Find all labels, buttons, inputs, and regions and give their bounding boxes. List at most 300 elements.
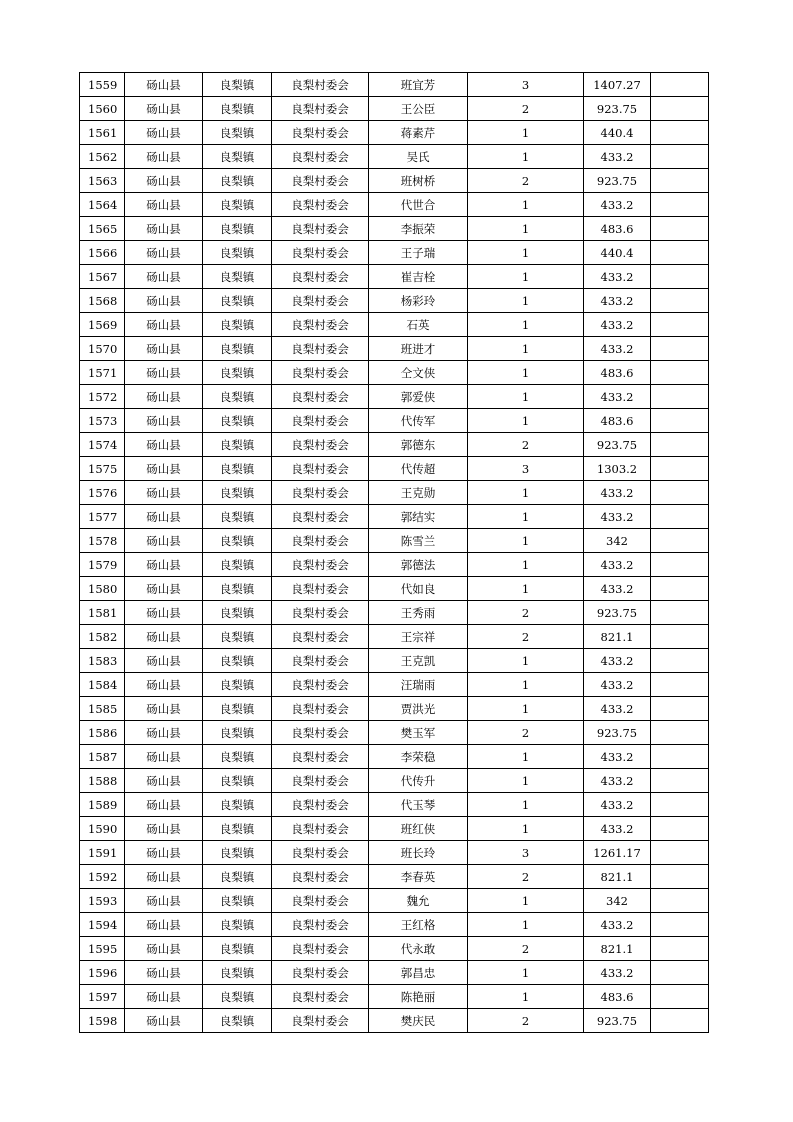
village-cell: 良梨村委会: [272, 889, 369, 913]
row-id-cell: 1580: [80, 577, 125, 601]
table-row: [80, 937, 709, 961]
note-cell: [651, 241, 709, 265]
town-cell: 良梨镇: [203, 193, 272, 217]
household-count-cell: 2: [468, 721, 584, 745]
county-cell: 砀山县: [125, 457, 203, 481]
county-cell: 砀山县: [125, 433, 203, 457]
table-row: [80, 385, 709, 409]
town-cell: 良梨镇: [203, 937, 272, 961]
village-cell: 良梨村委会: [272, 937, 369, 961]
row-id-cell: 1581: [80, 601, 125, 625]
note-cell: [651, 265, 709, 289]
town-cell: 良梨镇: [203, 97, 272, 121]
county-cell: 砀山县: [125, 265, 203, 289]
amount-cell: 433.2: [584, 913, 651, 937]
note-cell: [651, 193, 709, 217]
amount-cell: 923.75: [584, 169, 651, 193]
household-count-cell: 2: [468, 433, 584, 457]
household-count-cell: 1: [468, 481, 584, 505]
town-cell: 良梨镇: [203, 457, 272, 481]
table-row: [80, 505, 709, 529]
village-cell: 良梨村委会: [272, 433, 369, 457]
county-cell: 砀山县: [125, 961, 203, 985]
town-cell: 良梨镇: [203, 577, 272, 601]
amount-cell: 821.1: [584, 625, 651, 649]
town-cell: 良梨镇: [203, 745, 272, 769]
village-cell: 良梨村委会: [272, 793, 369, 817]
household-count-cell: 1: [468, 817, 584, 841]
amount-cell: 923.75: [584, 97, 651, 121]
village-cell: 良梨村委会: [272, 481, 369, 505]
county-cell: 砀山县: [125, 601, 203, 625]
row-id-cell: 1588: [80, 769, 125, 793]
village-cell: 良梨村委会: [272, 601, 369, 625]
household-count-cell: 1: [468, 889, 584, 913]
name-cell: 杨彩玲: [369, 289, 468, 313]
village-cell: 良梨村委会: [272, 217, 369, 241]
county-cell: 砀山县: [125, 937, 203, 961]
name-cell: 代世合: [369, 193, 468, 217]
note-cell: [651, 625, 709, 649]
household-count-cell: 1: [468, 913, 584, 937]
county-cell: 砀山县: [125, 505, 203, 529]
roster-table: [79, 72, 709, 1033]
village-cell: 良梨村委会: [272, 817, 369, 841]
name-cell: 郭结实: [369, 505, 468, 529]
name-cell: 贾洪光: [369, 697, 468, 721]
name-cell: 王秀雨: [369, 601, 468, 625]
row-id-cell: 1587: [80, 745, 125, 769]
household-count-cell: 1: [468, 145, 584, 169]
town-cell: 良梨镇: [203, 361, 272, 385]
note-cell: [651, 289, 709, 313]
amount-cell: 433.2: [584, 553, 651, 577]
household-count-cell: 1: [468, 337, 584, 361]
note-cell: [651, 649, 709, 673]
county-cell: 砀山县: [125, 529, 203, 553]
name-cell: 魏允: [369, 889, 468, 913]
note-cell: [651, 889, 709, 913]
village-cell: 良梨村委会: [272, 649, 369, 673]
village-cell: 良梨村委会: [272, 553, 369, 577]
name-cell: 郭德东: [369, 433, 468, 457]
amount-cell: 433.2: [584, 193, 651, 217]
household-count-cell: 2: [468, 601, 584, 625]
town-cell: 良梨镇: [203, 73, 272, 97]
row-id-cell: 1559: [80, 73, 125, 97]
amount-cell: 483.6: [584, 409, 651, 433]
amount-cell: 433.2: [584, 697, 651, 721]
name-cell: 郭爱侠: [369, 385, 468, 409]
name-cell: 王宗祥: [369, 625, 468, 649]
name-cell: 王红格: [369, 913, 468, 937]
county-cell: 砀山县: [125, 745, 203, 769]
table-row: [80, 169, 709, 193]
name-cell: 陈雪兰: [369, 529, 468, 553]
table-row: [80, 289, 709, 313]
name-cell: 吴氏: [369, 145, 468, 169]
town-cell: 良梨镇: [203, 313, 272, 337]
town-cell: 良梨镇: [203, 409, 272, 433]
amount-cell: 1407.27: [584, 73, 651, 97]
county-cell: 砀山县: [125, 289, 203, 313]
town-cell: 良梨镇: [203, 769, 272, 793]
county-cell: 砀山县: [125, 649, 203, 673]
household-count-cell: 1: [468, 697, 584, 721]
town-cell: 良梨镇: [203, 241, 272, 265]
household-count-cell: 1: [468, 289, 584, 313]
row-id-cell: 1586: [80, 721, 125, 745]
county-cell: 砀山县: [125, 889, 203, 913]
table-row: [80, 409, 709, 433]
table-row: [80, 793, 709, 817]
note-cell: [651, 313, 709, 337]
row-id-cell: 1564: [80, 193, 125, 217]
village-cell: 良梨村委会: [272, 769, 369, 793]
household-count-cell: 3: [468, 73, 584, 97]
county-cell: 砀山县: [125, 817, 203, 841]
village-cell: 良梨村委会: [272, 625, 369, 649]
village-cell: 良梨村委会: [272, 337, 369, 361]
row-id-cell: 1595: [80, 937, 125, 961]
household-count-cell: 2: [468, 97, 584, 121]
county-cell: 砀山县: [125, 841, 203, 865]
table-row: [80, 577, 709, 601]
county-cell: 砀山县: [125, 865, 203, 889]
amount-cell: 433.2: [584, 385, 651, 409]
name-cell: 代如良: [369, 577, 468, 601]
household-count-cell: 1: [468, 409, 584, 433]
household-count-cell: 1: [468, 193, 584, 217]
county-cell: 砀山县: [125, 481, 203, 505]
table-row: [80, 841, 709, 865]
amount-cell: 440.4: [584, 241, 651, 265]
note-cell: [651, 961, 709, 985]
table-row: [80, 241, 709, 265]
county-cell: 砀山县: [125, 121, 203, 145]
note-cell: [651, 121, 709, 145]
name-cell: 樊庆民: [369, 1009, 468, 1033]
table-row: [80, 337, 709, 361]
row-id-cell: 1563: [80, 169, 125, 193]
row-id-cell: 1562: [80, 145, 125, 169]
table-row: [80, 913, 709, 937]
household-count-cell: 1: [468, 313, 584, 337]
town-cell: 良梨镇: [203, 433, 272, 457]
county-cell: 砀山县: [125, 193, 203, 217]
note-cell: [651, 169, 709, 193]
name-cell: 班进才: [369, 337, 468, 361]
village-cell: 良梨村委会: [272, 697, 369, 721]
amount-cell: 923.75: [584, 601, 651, 625]
county-cell: 砀山县: [125, 217, 203, 241]
row-id-cell: 1594: [80, 913, 125, 937]
amount-cell: 433.2: [584, 289, 651, 313]
county-cell: 砀山县: [125, 697, 203, 721]
village-cell: 良梨村委会: [272, 361, 369, 385]
household-count-cell: 2: [468, 937, 584, 961]
note-cell: [651, 721, 709, 745]
town-cell: 良梨镇: [203, 985, 272, 1009]
note-cell: [651, 97, 709, 121]
county-cell: 砀山县: [125, 409, 203, 433]
table-row: [80, 361, 709, 385]
household-count-cell: 1: [468, 361, 584, 385]
table-row: [80, 193, 709, 217]
household-count-cell: 1: [468, 649, 584, 673]
table-row: [80, 121, 709, 145]
row-id-cell: 1578: [80, 529, 125, 553]
household-count-cell: 1: [468, 553, 584, 577]
note-cell: [651, 385, 709, 409]
town-cell: 良梨镇: [203, 481, 272, 505]
town-cell: 良梨镇: [203, 817, 272, 841]
row-id-cell: 1591: [80, 841, 125, 865]
household-count-cell: 1: [468, 769, 584, 793]
table-row: [80, 769, 709, 793]
note-cell: [651, 529, 709, 553]
household-count-cell: 1: [468, 265, 584, 289]
household-count-cell: 1: [468, 529, 584, 553]
village-cell: 良梨村委会: [272, 409, 369, 433]
row-id-cell: 1574: [80, 433, 125, 457]
note-cell: [651, 769, 709, 793]
town-cell: 良梨镇: [203, 529, 272, 553]
amount-cell: 821.1: [584, 937, 651, 961]
amount-cell: 923.75: [584, 721, 651, 745]
name-cell: 王克凯: [369, 649, 468, 673]
row-id-cell: 1577: [80, 505, 125, 529]
household-count-cell: 1: [468, 505, 584, 529]
row-id-cell: 1584: [80, 673, 125, 697]
amount-cell: 433.2: [584, 313, 651, 337]
row-id-cell: 1566: [80, 241, 125, 265]
village-cell: 良梨村委会: [272, 577, 369, 601]
table-row: [80, 697, 709, 721]
name-cell: 崔吉栓: [369, 265, 468, 289]
name-cell: 李春英: [369, 865, 468, 889]
name-cell: 李荣稳: [369, 745, 468, 769]
village-cell: 良梨村委会: [272, 1009, 369, 1033]
town-cell: 良梨镇: [203, 961, 272, 985]
note-cell: [651, 865, 709, 889]
table-row: [80, 649, 709, 673]
village-cell: 良梨村委会: [272, 145, 369, 169]
name-cell: 代传超: [369, 457, 468, 481]
village-cell: 良梨村委会: [272, 265, 369, 289]
household-count-cell: 2: [468, 625, 584, 649]
amount-cell: 433.2: [584, 481, 651, 505]
county-cell: 砀山县: [125, 625, 203, 649]
name-cell: 汪瑞雨: [369, 673, 468, 697]
name-cell: 陈艳丽: [369, 985, 468, 1009]
table-row: [80, 961, 709, 985]
row-id-cell: 1585: [80, 697, 125, 721]
village-cell: 良梨村委会: [272, 313, 369, 337]
note-cell: [651, 985, 709, 1009]
amount-cell: 433.2: [584, 817, 651, 841]
row-id-cell: 1579: [80, 553, 125, 577]
amount-cell: 483.6: [584, 217, 651, 241]
note-cell: [651, 745, 709, 769]
village-cell: 良梨村委会: [272, 457, 369, 481]
household-count-cell: 1: [468, 241, 584, 265]
row-id-cell: 1582: [80, 625, 125, 649]
amount-cell: 1261.17: [584, 841, 651, 865]
town-cell: 良梨镇: [203, 217, 272, 241]
county-cell: 砀山县: [125, 313, 203, 337]
amount-cell: 923.75: [584, 1009, 651, 1033]
row-id-cell: 1561: [80, 121, 125, 145]
household-count-cell: 2: [468, 169, 584, 193]
household-count-cell: 2: [468, 865, 584, 889]
name-cell: 班长玲: [369, 841, 468, 865]
household-count-cell: 1: [468, 793, 584, 817]
note-cell: [651, 793, 709, 817]
name-cell: 班红侠: [369, 817, 468, 841]
note-cell: [651, 145, 709, 169]
amount-cell: 1303.2: [584, 457, 651, 481]
household-count-cell: 1: [468, 985, 584, 1009]
row-id-cell: 1576: [80, 481, 125, 505]
village-cell: 良梨村委会: [272, 289, 369, 313]
table-row: [80, 889, 709, 913]
note-cell: [651, 505, 709, 529]
table-row: [80, 457, 709, 481]
note-cell: [651, 553, 709, 577]
table-row: [80, 625, 709, 649]
table-row: [80, 313, 709, 337]
county-cell: 砀山县: [125, 1009, 203, 1033]
table-row: [80, 433, 709, 457]
table-row: [80, 265, 709, 289]
note-cell: [651, 337, 709, 361]
town-cell: 良梨镇: [203, 121, 272, 145]
note-cell: [651, 361, 709, 385]
name-cell: 郭德法: [369, 553, 468, 577]
town-cell: 良梨镇: [203, 721, 272, 745]
county-cell: 砀山县: [125, 337, 203, 361]
table-row: [80, 601, 709, 625]
name-cell: 石英: [369, 313, 468, 337]
amount-cell: 433.2: [584, 505, 651, 529]
table-row: [80, 817, 709, 841]
village-cell: 良梨村委会: [272, 673, 369, 697]
household-count-cell: 1: [468, 961, 584, 985]
town-cell: 良梨镇: [203, 793, 272, 817]
note-cell: [651, 577, 709, 601]
name-cell: 代玉琴: [369, 793, 468, 817]
note-cell: [651, 433, 709, 457]
household-count-cell: 1: [468, 385, 584, 409]
amount-cell: 433.2: [584, 961, 651, 985]
amount-cell: 342: [584, 889, 651, 913]
table-row: [80, 217, 709, 241]
town-cell: 良梨镇: [203, 649, 272, 673]
row-id-cell: 1593: [80, 889, 125, 913]
name-cell: 李振荣: [369, 217, 468, 241]
household-count-cell: 3: [468, 841, 584, 865]
amount-cell: 483.6: [584, 361, 651, 385]
county-cell: 砀山县: [125, 985, 203, 1009]
note-cell: [651, 841, 709, 865]
name-cell: 王克勋: [369, 481, 468, 505]
table-row: [80, 553, 709, 577]
village-cell: 良梨村委会: [272, 865, 369, 889]
name-cell: 代传军: [369, 409, 468, 433]
town-cell: 良梨镇: [203, 625, 272, 649]
amount-cell: 433.2: [584, 337, 651, 361]
row-id-cell: 1597: [80, 985, 125, 1009]
county-cell: 砀山县: [125, 73, 203, 97]
row-id-cell: 1575: [80, 457, 125, 481]
amount-cell: 433.2: [584, 265, 651, 289]
name-cell: 蒋素芹: [369, 121, 468, 145]
town-cell: 良梨镇: [203, 505, 272, 529]
village-cell: 良梨村委会: [272, 913, 369, 937]
village-cell: 良梨村委会: [272, 529, 369, 553]
note-cell: [651, 481, 709, 505]
town-cell: 良梨镇: [203, 145, 272, 169]
row-id-cell: 1572: [80, 385, 125, 409]
village-cell: 良梨村委会: [272, 961, 369, 985]
row-id-cell: 1598: [80, 1009, 125, 1033]
household-count-cell: 1: [468, 673, 584, 697]
county-cell: 砀山县: [125, 793, 203, 817]
name-cell: 班宜芳: [369, 73, 468, 97]
amount-cell: 483.6: [584, 985, 651, 1009]
town-cell: 良梨镇: [203, 289, 272, 313]
note-cell: [651, 601, 709, 625]
town-cell: 良梨镇: [203, 697, 272, 721]
name-cell: 代传升: [369, 769, 468, 793]
note-cell: [651, 673, 709, 697]
town-cell: 良梨镇: [203, 553, 272, 577]
household-count-cell: 1: [468, 217, 584, 241]
village-cell: 良梨村委会: [272, 985, 369, 1009]
table-row: [80, 721, 709, 745]
household-count-cell: 2: [468, 1009, 584, 1033]
village-cell: 良梨村委会: [272, 169, 369, 193]
note-cell: [651, 409, 709, 433]
town-cell: 良梨镇: [203, 601, 272, 625]
county-cell: 砀山县: [125, 769, 203, 793]
table-row: [80, 145, 709, 169]
county-cell: 砀山县: [125, 241, 203, 265]
village-cell: 良梨村委会: [272, 97, 369, 121]
amount-cell: 433.2: [584, 649, 651, 673]
county-cell: 砀山县: [125, 673, 203, 697]
row-id-cell: 1596: [80, 961, 125, 985]
name-cell: 仝文侠: [369, 361, 468, 385]
note-cell: [651, 697, 709, 721]
household-count-cell: 1: [468, 745, 584, 769]
table-row: [80, 745, 709, 769]
roster-body: [80, 73, 709, 1033]
row-id-cell: 1592: [80, 865, 125, 889]
town-cell: 良梨镇: [203, 889, 272, 913]
amount-cell: 342: [584, 529, 651, 553]
amount-cell: 821.1: [584, 865, 651, 889]
amount-cell: 440.4: [584, 121, 651, 145]
note-cell: [651, 913, 709, 937]
note-cell: [651, 217, 709, 241]
note-cell: [651, 1009, 709, 1033]
amount-cell: 433.2: [584, 577, 651, 601]
row-id-cell: 1568: [80, 289, 125, 313]
town-cell: 良梨镇: [203, 865, 272, 889]
row-id-cell: 1569: [80, 313, 125, 337]
